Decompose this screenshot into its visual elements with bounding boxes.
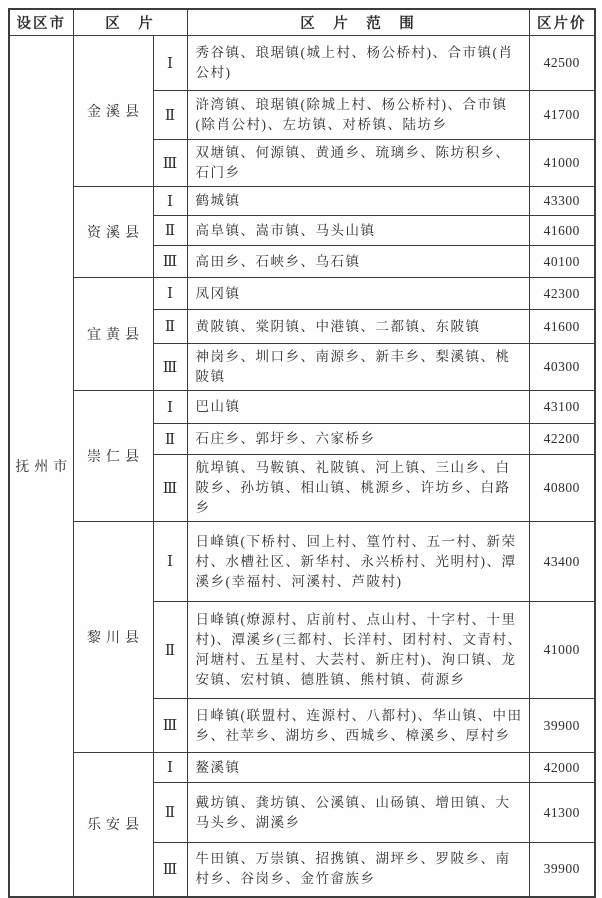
zone-scope: 日峰镇(燎源村、店前村、点山村、十字村、十里村)、潭溪乡(三都村、长洋村、团村村、文青村、河塘村、五星村、大芸村、新庄村)、洵口镇、龙安镇、宏村镇、德胜镇、熊村镇、荷源乡 — [187, 602, 529, 699]
zone-scope: 日峰镇(下桥村、回上村、篁竹村、五一村、新荣村、水槽社区、新华村、永兴桥村、光明村)、潭溪乡(幸福村、河溪村、芦陂村) — [187, 522, 529, 602]
zone-numeral: Ⅱ — [153, 310, 187, 344]
zone-scope: 黄陂镇、棠阴镇、中港镇、二都镇、东陂镇 — [187, 310, 529, 344]
zone-price: 42500 — [529, 36, 595, 91]
table-row — [9, 278, 595, 310]
zone-price: 42200 — [529, 424, 595, 455]
zone-scope: 神岗乡、圳口乡、南源乡、新丰乡、梨溪镇、桃陂镇 — [187, 344, 529, 391]
zone-scope: 航埠镇、马鞍镇、礼陂镇、河上镇、三山乡、白陂乡、孙坊镇、相山镇、桃源乡、许坊乡、白路乡 — [187, 455, 529, 522]
header-scope: 区 片 范 围 — [187, 9, 529, 36]
zone-price: 41300 — [529, 783, 595, 843]
county-cell: 崇仁县 — [73, 391, 153, 522]
zone-scope: 鳌溪镇 — [187, 753, 529, 783]
zone-scope: 秀谷镇、琅琚镇(城上村、杨公桥村)、合市镇(肖公村) — [187, 36, 529, 91]
zone-numeral: Ⅱ — [153, 602, 187, 699]
table-row — [9, 753, 595, 783]
county-cell: 宜黄县 — [73, 278, 153, 391]
table-row — [9, 187, 595, 216]
header-zone: 区 片 — [73, 9, 187, 36]
zone-price: 41600 — [529, 216, 595, 246]
table-row — [9, 522, 595, 602]
zone-price: 43100 — [529, 391, 595, 424]
zone-price: 40100 — [529, 246, 595, 278]
county-cell: 金溪县 — [73, 36, 153, 187]
zone-numeral: Ⅱ — [153, 424, 187, 455]
zone-numeral: Ⅲ — [153, 344, 187, 391]
county-cell: 乐安县 — [73, 753, 153, 897]
zone-numeral: Ⅲ — [153, 455, 187, 522]
zone-numeral: Ⅰ — [153, 36, 187, 91]
city-cell: 抚州市 — [9, 36, 73, 897]
zone-price: 40800 — [529, 455, 595, 522]
zone-numeral: Ⅰ — [153, 187, 187, 216]
zone-scope: 凤冈镇 — [187, 278, 529, 310]
zone-numeral: Ⅱ — [153, 91, 187, 140]
zone-scope: 高田乡、石峡乡、乌石镇 — [187, 246, 529, 278]
zone-numeral: Ⅰ — [153, 753, 187, 783]
zone-price: 42000 — [529, 753, 595, 783]
land-price-zone-table — [8, 8, 596, 898]
zone-scope: 巴山镇 — [187, 391, 529, 424]
zone-scope: 牛田镇、万崇镇、招携镇、湖坪乡、罗陂乡、南村乡、谷岗乡、金竹畲族乡 — [187, 843, 529, 897]
zone-scope: 日峰镇(联盟村、连源村、八都村)、华山镇、中田乡、社苹乡、湖坊乡、西城乡、樟溪乡、厚村乡 — [187, 699, 529, 753]
zone-scope: 浒湾镇、琅琚镇(除城上村、杨公桥村)、合市镇(除肖公村)、左坊镇、对桥镇、陆坊乡 — [187, 91, 529, 140]
header-city: 设区市 — [9, 9, 73, 36]
zone-numeral: Ⅲ — [153, 140, 187, 187]
zone-numeral: Ⅲ — [153, 246, 187, 278]
zone-scope: 鹤城镇 — [187, 187, 529, 216]
zone-numeral: Ⅱ — [153, 783, 187, 843]
zone-price: 41000 — [529, 602, 595, 699]
zone-price: 41600 — [529, 310, 595, 344]
zone-price: 41700 — [529, 91, 595, 140]
zone-scope: 戴坊镇、龚坊镇、公溪镇、山砀镇、增田镇、大马头乡、湖溪乡 — [187, 783, 529, 843]
zone-price: 42300 — [529, 278, 595, 310]
zone-numeral: Ⅱ — [153, 216, 187, 246]
zone-numeral: Ⅲ — [153, 699, 187, 753]
zone-price: 43400 — [529, 522, 595, 602]
header-row — [9, 9, 595, 36]
header-price: 区片价 — [529, 9, 595, 36]
zone-price: 41000 — [529, 140, 595, 187]
table-row — [9, 391, 595, 424]
zone-scope: 高阜镇、嵩市镇、马头山镇 — [187, 216, 529, 246]
zone-price: 39900 — [529, 699, 595, 753]
zone-numeral: Ⅰ — [153, 522, 187, 602]
table-row — [9, 36, 595, 91]
zone-numeral: Ⅰ — [153, 391, 187, 424]
zone-price: 39900 — [529, 843, 595, 897]
zone-numeral: Ⅰ — [153, 278, 187, 310]
zone-numeral: Ⅲ — [153, 843, 187, 897]
zone-scope: 双塘镇、何源镇、黄通乡、琉璃乡、陈坊积乡、石门乡 — [187, 140, 529, 187]
zone-scope: 石庄乡、郭圩乡、六家桥乡 — [187, 424, 529, 455]
county-cell: 黎川县 — [73, 522, 153, 753]
zone-price: 40300 — [529, 344, 595, 391]
county-cell: 资溪县 — [73, 187, 153, 278]
zone-price: 43300 — [529, 187, 595, 216]
